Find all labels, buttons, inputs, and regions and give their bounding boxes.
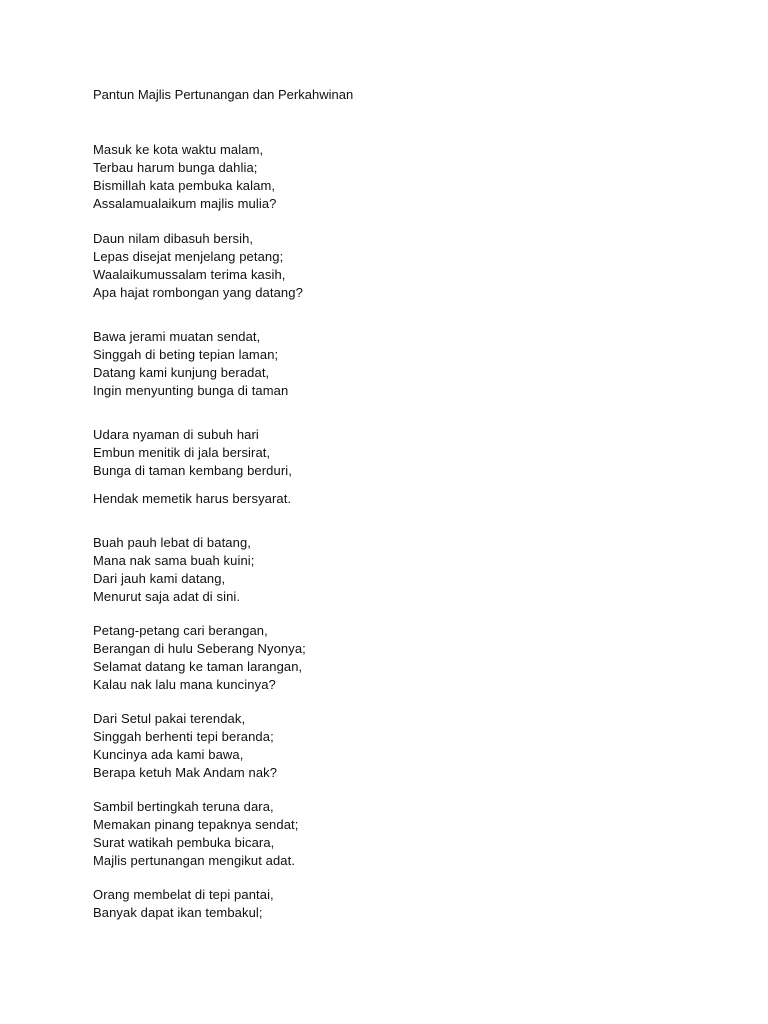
verse-line: Majlis pertunangan mengikut adat. xyxy=(93,853,296,868)
verse-line: Kuncinya ada kami bawa, xyxy=(93,747,244,762)
verse-line: Apa hajat rombongan yang datang? xyxy=(93,285,303,300)
verse-line: Berapa ketuh Mak Andam nak? xyxy=(93,765,278,780)
stanza-7 xyxy=(93,710,277,782)
stanza-5 xyxy=(93,534,254,606)
verse-line: Surat watikah pembuka bicara, xyxy=(93,835,275,850)
verse-line: Assalamualaikum majlis mulia? xyxy=(93,196,277,211)
stanza-9 xyxy=(93,886,274,922)
verse-line: Orang membelat di tepi pantai, xyxy=(93,887,274,902)
stanza-1 xyxy=(93,141,277,213)
stanza-3 xyxy=(93,328,288,400)
verse-line: Berangan di hulu Seberang Nyonya; xyxy=(93,641,306,656)
verse-line: Selamat datang ke taman larangan, xyxy=(93,659,303,674)
verse-line: Menurut saja adat di sini. xyxy=(93,589,241,604)
verse-line: Kalau nak lalu mana kuncinya? xyxy=(93,677,276,692)
document-title: Pantun Majlis Pertunangan dan Perkahwinan xyxy=(93,87,354,102)
stanza-8 xyxy=(93,798,298,870)
verse-line: Singgah di beting tepian laman; xyxy=(93,347,279,362)
verse-line: Buah pauh lebat di batang, xyxy=(93,535,252,550)
stanza-2 xyxy=(93,230,303,302)
verse-line: Udara nyaman di subuh hari xyxy=(93,427,259,442)
verse-line: Datang kami kunjung beradat, xyxy=(93,365,270,380)
verse-line: Ingin menyunting bunga di taman xyxy=(93,383,289,398)
stanza-6 xyxy=(93,622,306,694)
verse-line: Banyak dapat ikan tembakul; xyxy=(93,905,263,920)
verse-line: Bismillah kata pembuka kalam, xyxy=(93,178,276,193)
verse-line: Hendak memetik harus bersyarat. xyxy=(93,491,292,506)
stanza-4 xyxy=(93,426,292,508)
verse-line: Terbau harum bunga dahlia; xyxy=(93,160,258,175)
verse-line: Embun menitik di jala bersirat, xyxy=(93,445,271,460)
verse-line: Lepas disejat menjelang petang; xyxy=(93,249,284,264)
verse-line: Masuk ke kota waktu malam, xyxy=(93,142,264,157)
verse-line: Memakan pinang tepaknya sendat; xyxy=(93,817,299,832)
verse-line: Singgah berhenti tepi beranda; xyxy=(93,729,274,744)
verse-line: Sambil bertingkah teruna dara, xyxy=(93,799,274,814)
verse-line: Waalaikumussalam terima kasih, xyxy=(93,267,286,282)
verse-line: Dari Setul pakai terendak, xyxy=(93,711,246,726)
verse-line: Bawa jerami muatan sendat, xyxy=(93,329,261,344)
verse-line: Mana nak sama buah kuini; xyxy=(93,553,255,568)
verse-line: Daun nilam dibasuh bersih, xyxy=(93,231,254,246)
verse-line: Petang-petang cari berangan, xyxy=(93,623,268,638)
verse-line: Dari jauh kami datang, xyxy=(93,571,226,586)
verse-line: Bunga di taman kembang berduri, xyxy=(93,463,292,478)
